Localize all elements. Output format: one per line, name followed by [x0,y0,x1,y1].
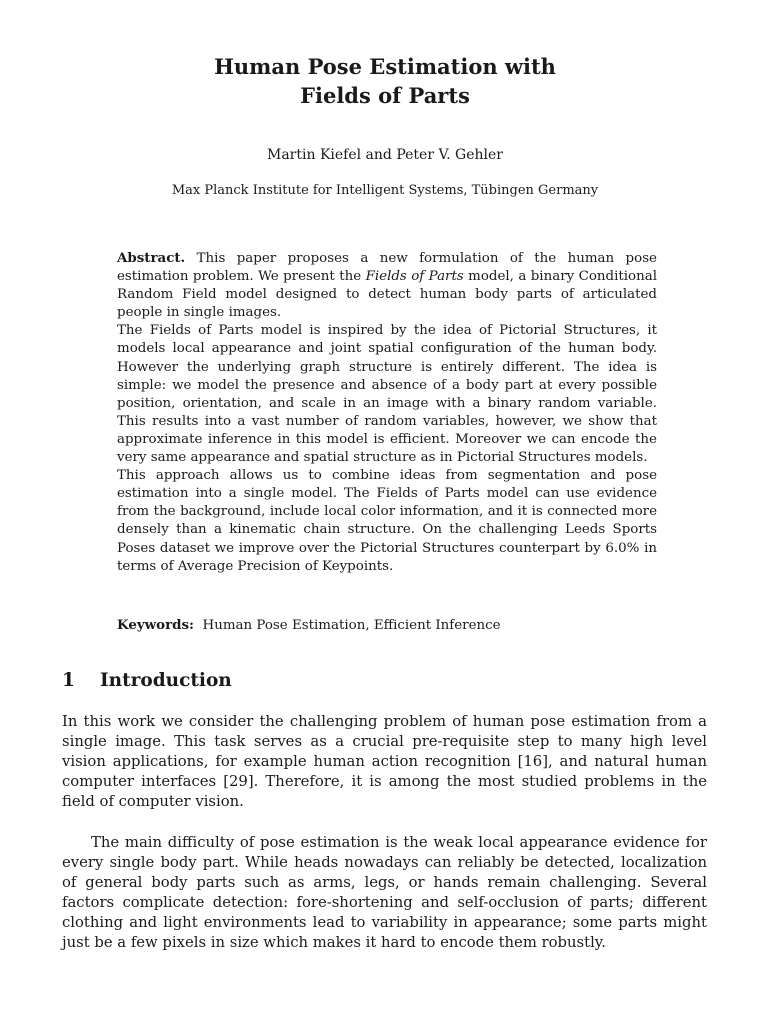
abstract-emphasis: Fields of Parts [365,269,464,285]
keywords-text: Human Pose Estimation, Efficient Inference [202,618,501,633]
section-title: Introduction [100,670,232,691]
abstract-paragraph-1 [117,249,657,322]
abstract [117,249,657,576]
section-heading [62,668,232,694]
section-number: 1 [62,670,75,691]
title-line-1: Human Pose Estimation with [214,54,556,79]
intro-paragraph-1 [62,712,707,812]
abstract-paragraph-3: This approach allows us to combine ideas from segmentation and pose estimation into a single model. The Fields of Parts model can use evidence from the background, include local color information, and it is connected more densely than a kinematic chain structure. On the challenging Leeds Sports Poses dataset we improve over the Pictorial Structures counterpart by 6.0% in terms of Average Precision of Keypoints. [117,468,657,574]
intro-paragraph-1-text: In this work we consider the challenging problem of human pose estimation from a single image. This task serves as a crucial pre-requisite step to many high level vision applications, for example human action recognition [16], and natural human computer interfaces [29]. Therefore, it is among the most studied problems in the field of computer vision. [62,713,707,810]
title-line-2: Fields of Parts [300,83,470,108]
affiliation: Max Planck Institute for Intelligent Systems, Tübingen Germany [171,183,599,198]
abstract-text-1a: This paper proposes a new formulation of the human pose estimation problem. We present the [117,251,657,285]
paper-title [0,52,770,110]
abstract-paragraph-2: The Fields of Parts model is inspired by the idea of Pictorial Structures, it models local appearance and joint spatial configuration of the human body. However the underlying graph structure is entirely different. The idea is simple: we model the presence and absence of a body part at every possible position, orientation, and scale in an image with a binary random variable. This results into a vast number of random variables, however, we show that approximate inference in this model is efficient. Moreover we can encode the very same appearance and spatial structure as in Pictorial Structures models. [117,323,657,466]
intro-paragraph-2-text: The main difficulty of pose estimation is the weak local appearance evidence for every single body part. While heads nowadays can reliably be detected, localization of general body parts such as arms, legs, or hands remain challenging. Several factors complicate detection: fore-shortening and self-occlusion of parts; different clothing and light environments lead to variability in appearance; some parts might just be a few pixels in size which makes it hard to encode them robustly. [62,834,707,951]
intro-paragraph-2 [62,833,707,953]
abstract-text-1b: model, a binary Conditional Random Field model designed to detect human body parts of articulated people in single images. [117,269,657,321]
keywords-label: Keywords: [117,617,195,633]
abstract-label: Abstract. [117,250,186,266]
keywords [117,616,657,635]
authors: Martin Kiefel and Peter V. Gehler [267,147,503,163]
